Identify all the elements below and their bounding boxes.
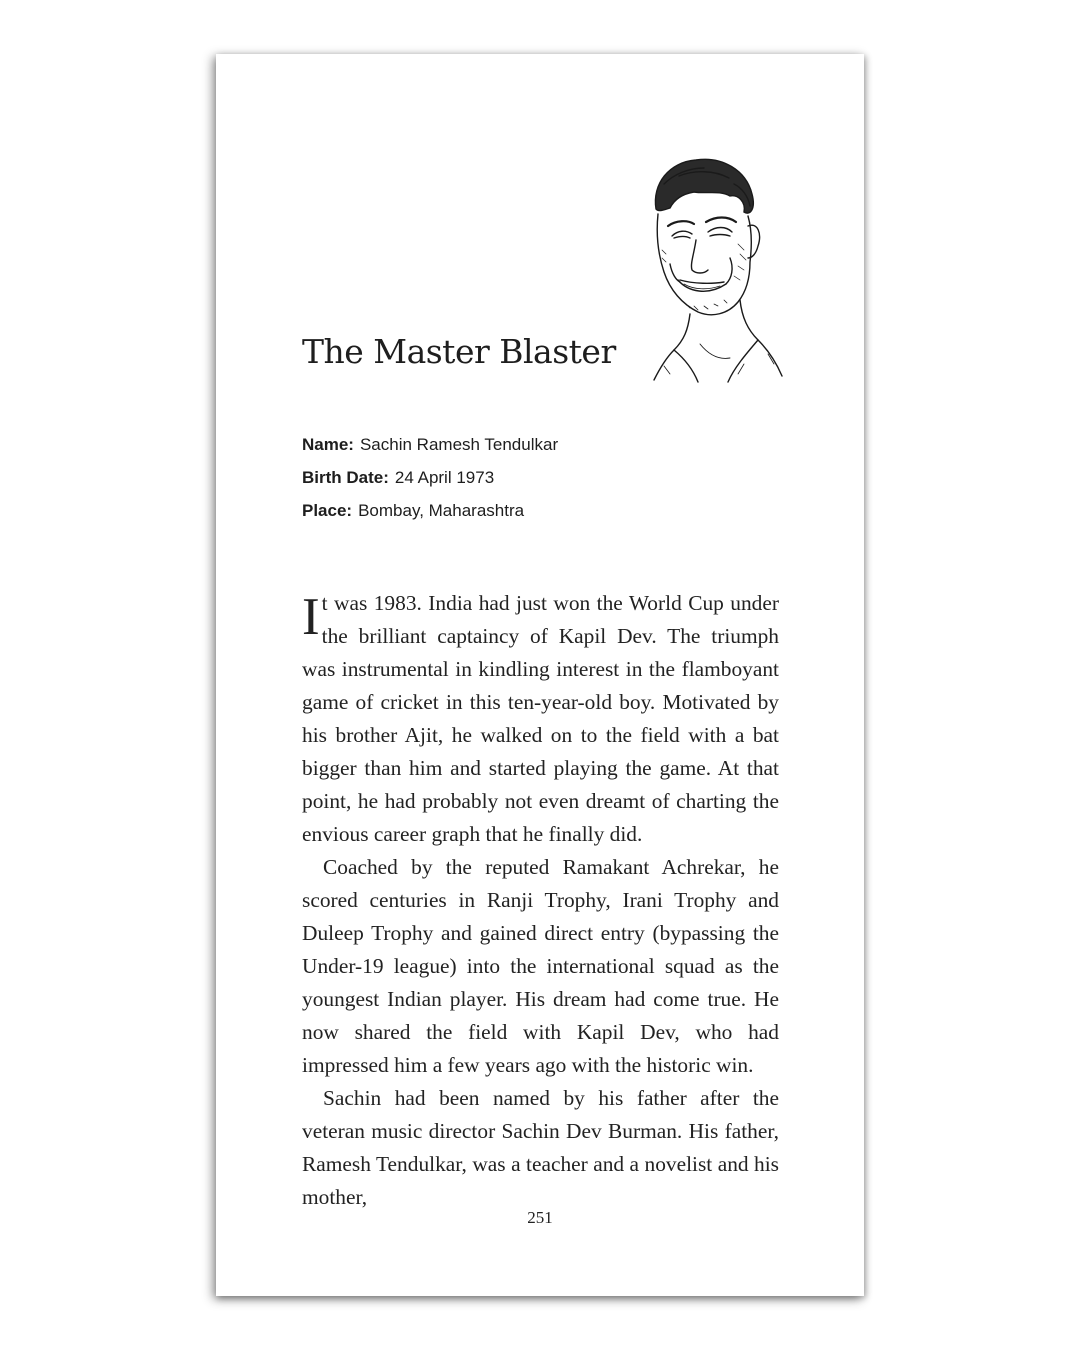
drop-cap: I	[302, 588, 320, 646]
place-label: Place:	[302, 501, 353, 520]
name-label: Name:	[302, 435, 354, 454]
book-page	[216, 54, 864, 1296]
name-value: Sachin Ramesh Tendulkar	[359, 435, 559, 454]
place-value: Bombay, Maharashtra	[358, 501, 525, 520]
birth-date-label: Birth Date:	[302, 468, 389, 487]
paragraph-1	[302, 587, 779, 851]
chapter-title: The Master Blaster	[302, 332, 616, 371]
birth-date-value: 24 April 1973	[394, 468, 495, 487]
body-text	[302, 587, 779, 1214]
paragraph-1-text: t was 1983. India had just won the World Cup under the brilliant captaincy of Kapil Dev. The triumph was instrumental in kindling interest in the flamboyant game of cricket in this ten-year-old boy. Motivated by his brother Ajit, he walked on to the field with a bat bigger than him and started playing the game. At that point, he had probably not even dreamt of charting the envious career graph that he finally did.	[302, 591, 779, 846]
page-number: 251	[527, 1208, 553, 1227]
portrait-sketch-icon	[634, 154, 784, 384]
place-row	[302, 494, 558, 527]
birth-date-row	[302, 461, 558, 494]
name-row	[302, 428, 558, 461]
paragraph-2: Coached by the reputed Ramakant Achrekar, he scored centuries in Ranji Trophy, Irani Trophy and Duleep Trophy and gained direct entry (bypassing the Under-19 league) into the international squad as the youngest Indian player. His dream had come true. He now shared the field with Kapil Dev, who had impressed him a few years ago with the historic win.	[302, 855, 779, 1077]
profile-info	[302, 428, 558, 527]
paragraph-3: Sachin had been named by his father after the veteran music director Sachin Dev Burman. His father, Ramesh Tendulkar, was a teacher and a novelist and his mother,	[302, 1086, 779, 1209]
